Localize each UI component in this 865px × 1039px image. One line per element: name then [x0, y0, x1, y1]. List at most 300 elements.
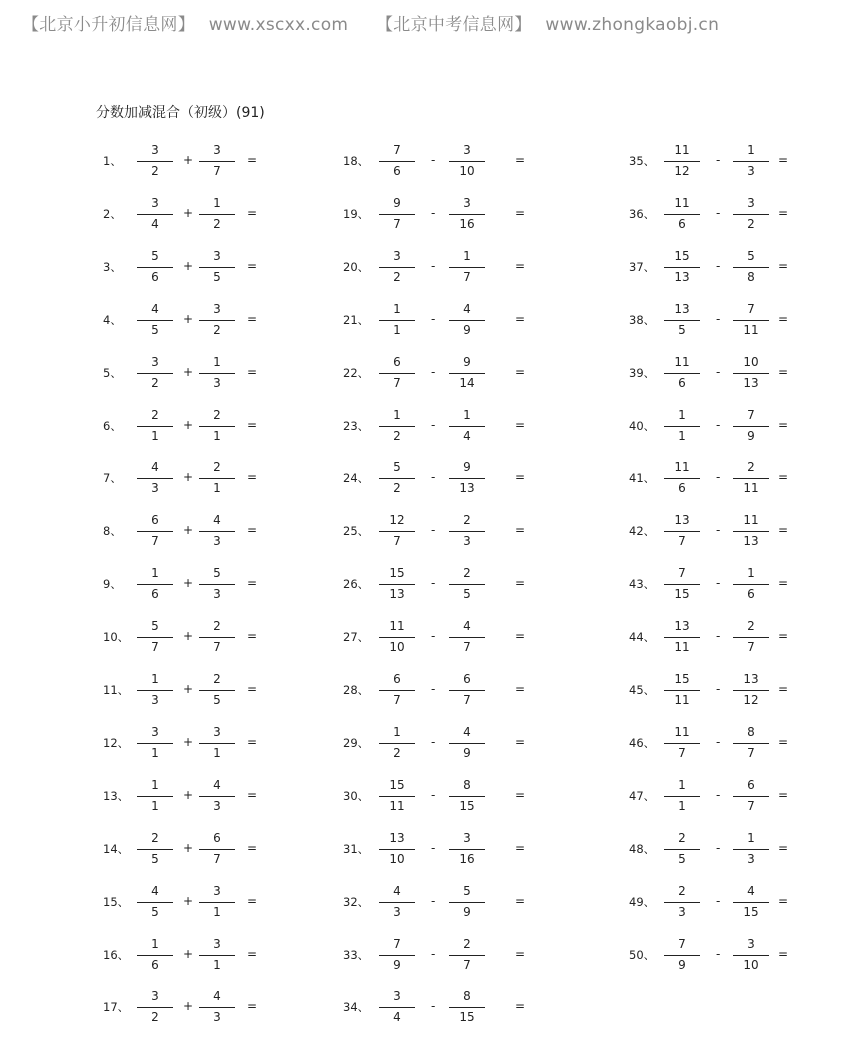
- fraction-bar: [733, 584, 769, 585]
- equals-sign: =: [778, 205, 789, 220]
- fraction-bar: [449, 214, 485, 215]
- fraction-bar: [137, 161, 173, 162]
- denominator: 2: [747, 216, 755, 231]
- operator: -: [716, 258, 721, 273]
- fraction-second: [449, 775, 485, 819]
- denominator: 1: [213, 428, 221, 443]
- denominator: 9: [747, 428, 755, 443]
- fraction-first: [664, 140, 700, 184]
- problem-number: 39、: [629, 365, 656, 380]
- operator: -: [716, 576, 721, 591]
- problem-number: 43、: [629, 577, 656, 592]
- numerator: 7: [747, 301, 755, 316]
- fraction-bar: [733, 796, 769, 797]
- operator: -: [431, 946, 436, 961]
- denominator: 5: [151, 851, 159, 866]
- fraction-bar: [733, 478, 769, 479]
- fraction-bar: [733, 955, 769, 956]
- problem-item: [629, 140, 809, 184]
- fraction-bar: [733, 161, 769, 162]
- problem-number: 32、: [343, 894, 370, 909]
- equals-sign: =: [247, 576, 258, 591]
- numerator: 15: [389, 566, 405, 581]
- operator: +: [183, 364, 194, 379]
- problem-item: [629, 457, 809, 501]
- problem-item: [343, 669, 526, 713]
- numerator: 9: [393, 195, 401, 210]
- denominator: 11: [674, 640, 690, 655]
- fraction-second: [449, 828, 485, 872]
- fraction-bar: [199, 955, 235, 956]
- numerator: 15: [389, 777, 405, 792]
- denominator: 7: [393, 534, 401, 549]
- fraction-bar: [664, 637, 700, 638]
- denominator: 1: [213, 745, 221, 760]
- problem-item: [343, 722, 526, 766]
- fraction-bar: [664, 373, 700, 374]
- operator: +: [183, 523, 194, 538]
- fraction-first: [664, 193, 700, 237]
- operator: -: [431, 364, 436, 379]
- problem-item: [103, 616, 283, 660]
- numerator: 2: [747, 460, 755, 475]
- operator: -: [431, 417, 436, 432]
- operator: -: [431, 153, 436, 167]
- operator: -: [431, 470, 436, 485]
- problem-number: 10、: [103, 630, 130, 645]
- fraction-second: [449, 616, 485, 660]
- fraction-first: [379, 352, 415, 396]
- numerator: 3: [463, 143, 471, 157]
- problem-item: [629, 881, 809, 925]
- fraction-bar: [379, 743, 415, 744]
- fraction-bar: [449, 267, 485, 268]
- fraction-second: [199, 881, 235, 925]
- fraction-first: [137, 669, 173, 713]
- operator: -: [431, 734, 436, 749]
- problem-item: [343, 881, 526, 925]
- site1-name: 【北京小升初信息网】: [22, 15, 195, 35]
- denominator: 2: [213, 322, 221, 337]
- denominator: 4: [151, 216, 159, 231]
- numerator: 3: [151, 195, 159, 210]
- fraction-bar: [449, 796, 485, 797]
- numerator: 11: [743, 513, 759, 528]
- equals-sign: =: [778, 311, 789, 326]
- numerator: 3: [463, 195, 471, 210]
- denominator: 3: [747, 164, 755, 178]
- fraction-first: [664, 934, 700, 978]
- fraction-bar: [664, 320, 700, 321]
- equals-sign: =: [515, 787, 526, 802]
- problem-number: 41、: [629, 471, 656, 486]
- equals-sign: =: [247, 205, 258, 220]
- fraction-bar: [449, 531, 485, 532]
- problem-number: 4、: [103, 312, 122, 327]
- fraction-second: [733, 352, 769, 396]
- equals-sign: =: [515, 893, 526, 908]
- equals-sign: =: [778, 470, 789, 485]
- operator: -: [716, 364, 721, 379]
- denominator: 1: [678, 798, 686, 813]
- worksheet-title: 分数加减混合（初级）(91): [96, 105, 265, 121]
- fraction-first: [137, 299, 173, 343]
- equals-sign: =: [515, 470, 526, 485]
- denominator: 6: [151, 269, 159, 284]
- operator: -: [716, 417, 721, 432]
- denominator: 10: [743, 957, 759, 972]
- fraction-second: [733, 616, 769, 660]
- fraction-bar: [199, 320, 235, 321]
- denominator: 7: [393, 216, 401, 231]
- numerator: 11: [674, 460, 690, 475]
- equals-sign: =: [515, 999, 526, 1014]
- denominator: 7: [213, 640, 221, 655]
- fraction-first: [379, 881, 415, 925]
- problem-number: 28、: [343, 683, 370, 697]
- numerator: 3: [213, 724, 221, 739]
- fraction-first: [379, 193, 415, 237]
- fraction-first: [137, 352, 173, 396]
- fraction-bar: [449, 426, 485, 427]
- numerator: 1: [151, 777, 159, 792]
- problem-number: 1、: [103, 154, 122, 168]
- operator: -: [431, 840, 436, 855]
- numerator: 1: [678, 407, 686, 422]
- equals-sign: =: [778, 682, 789, 696]
- problem-item: [103, 299, 283, 343]
- fraction-bar: [449, 902, 485, 903]
- denominator: 3: [213, 534, 221, 549]
- problem-item: [629, 616, 809, 660]
- problem-number: 8、: [103, 524, 122, 539]
- fraction-first: [379, 405, 415, 449]
- problem-number: 31、: [343, 841, 370, 856]
- fraction-bar: [137, 426, 173, 427]
- denominator: 7: [463, 693, 471, 707]
- fraction-second: [733, 934, 769, 978]
- numerator: 4: [463, 301, 471, 316]
- denominator: 1: [151, 798, 159, 813]
- fraction-second: [449, 299, 485, 343]
- problem-item: [343, 457, 526, 501]
- fraction-second: [199, 405, 235, 449]
- fraction-bar: [137, 320, 173, 321]
- operator: -: [716, 205, 721, 220]
- problem-item: [103, 140, 283, 184]
- fraction-first: [379, 775, 415, 819]
- fraction-first: [137, 775, 173, 819]
- denominator: 3: [213, 798, 221, 813]
- fraction-first: [137, 828, 173, 872]
- fraction-first: [379, 934, 415, 978]
- denominator: 3: [463, 534, 471, 549]
- operator: +: [183, 311, 194, 326]
- problem-number: 23、: [343, 418, 370, 433]
- denominator: 7: [747, 798, 755, 813]
- fraction-second: [449, 986, 485, 1030]
- fraction-second: [449, 934, 485, 978]
- denominator: 9: [463, 322, 471, 337]
- fraction-bar: [199, 690, 235, 691]
- fraction-bar: [379, 426, 415, 427]
- equals-sign: =: [515, 946, 526, 961]
- numerator: 6: [213, 830, 221, 845]
- equals-sign: =: [778, 734, 789, 749]
- numerator: 6: [151, 513, 159, 528]
- denominator: 9: [463, 745, 471, 760]
- operator: -: [431, 629, 436, 644]
- fraction-bar: [137, 796, 173, 797]
- fraction-bar: [664, 161, 700, 162]
- problem-item: [343, 193, 526, 237]
- denominator: 2: [151, 375, 159, 390]
- operator: -: [431, 311, 436, 326]
- site2-url[interactable]: www.zhongkaobj.cn: [545, 15, 720, 35]
- denominator: 4: [463, 428, 471, 443]
- fraction-first: [664, 457, 700, 501]
- fraction-first: [379, 246, 415, 290]
- problem-number: 45、: [629, 683, 656, 697]
- denominator: 7: [678, 534, 686, 549]
- denominator: 7: [463, 269, 471, 284]
- equals-sign: =: [247, 734, 258, 749]
- operator: -: [431, 787, 436, 802]
- equals-sign: =: [247, 629, 258, 644]
- denominator: 5: [463, 587, 471, 602]
- operator: +: [183, 153, 194, 167]
- numerator: 1: [213, 195, 221, 210]
- problem-item: [103, 669, 283, 713]
- denominator: 11: [674, 693, 690, 707]
- fraction-bar: [137, 478, 173, 479]
- numerator: 11: [674, 195, 690, 210]
- fraction-second: [733, 193, 769, 237]
- fraction-bar: [137, 955, 173, 956]
- equals-sign: =: [247, 523, 258, 538]
- fraction-bar: [664, 531, 700, 532]
- equals-sign: =: [247, 417, 258, 432]
- denominator: 13: [743, 534, 759, 549]
- equals-sign: =: [778, 787, 789, 802]
- fraction-bar: [199, 796, 235, 797]
- numerator: 11: [674, 724, 690, 739]
- numerator: 3: [213, 936, 221, 951]
- problem-item: [343, 616, 526, 660]
- numerator: 6: [393, 354, 401, 369]
- fraction-bar: [379, 690, 415, 691]
- fraction-bar: [449, 1007, 485, 1008]
- problem-item: [103, 722, 283, 766]
- problem-item: [103, 934, 283, 978]
- fraction-first: [137, 881, 173, 925]
- denominator: 7: [213, 164, 221, 178]
- numerator: 3: [747, 195, 755, 210]
- fraction-second: [449, 563, 485, 607]
- denominator: 2: [213, 216, 221, 231]
- denominator: 2: [393, 428, 401, 443]
- numerator: 15: [674, 672, 690, 686]
- numerator: 8: [463, 989, 471, 1004]
- denominator: 5: [213, 693, 221, 707]
- denominator: 11: [743, 322, 759, 337]
- equals-sign: =: [247, 787, 258, 802]
- denominator: 9: [678, 957, 686, 972]
- operator: +: [183, 576, 194, 591]
- fraction-second: [449, 510, 485, 554]
- fraction-first: [379, 986, 415, 1030]
- operator: -: [431, 258, 436, 273]
- fraction-first: [664, 669, 700, 713]
- problem-number: 27、: [343, 630, 370, 645]
- fraction-bar: [664, 214, 700, 215]
- fraction-bar: [733, 531, 769, 532]
- problem-number: 2、: [103, 206, 122, 221]
- problem-number: 36、: [629, 206, 656, 221]
- fraction-first: [664, 616, 700, 660]
- numerator: 11: [674, 354, 690, 369]
- fraction-bar: [137, 1007, 173, 1008]
- denominator: 6: [151, 587, 159, 602]
- numerator: 1: [747, 566, 755, 581]
- numerator: 4: [213, 777, 221, 792]
- numerator: 5: [393, 460, 401, 475]
- denominator: 5: [678, 322, 686, 337]
- problem-number: 46、: [629, 735, 656, 750]
- numerator: 6: [747, 777, 755, 792]
- fraction-second: [199, 563, 235, 607]
- problem-number: 16、: [103, 947, 130, 962]
- fraction-second: [733, 246, 769, 290]
- operator: +: [183, 205, 194, 220]
- denominator: 7: [463, 640, 471, 655]
- denominator: 2: [151, 164, 159, 178]
- numerator: 6: [463, 672, 471, 686]
- fraction-second: [733, 405, 769, 449]
- equals-sign: =: [247, 946, 258, 961]
- problem-number: 49、: [629, 894, 656, 909]
- operator: -: [716, 682, 721, 696]
- equals-sign: =: [515, 153, 526, 167]
- equals-sign: =: [515, 258, 526, 273]
- fraction-bar: [733, 902, 769, 903]
- fraction-second: [199, 828, 235, 872]
- problem-number: 7、: [103, 471, 122, 486]
- fraction-bar: [733, 743, 769, 744]
- denominator: 15: [459, 798, 475, 813]
- equals-sign: =: [515, 523, 526, 538]
- equals-sign: =: [515, 682, 526, 696]
- problem-item: [103, 563, 283, 607]
- problem-item: [103, 405, 283, 449]
- fraction-bar: [733, 637, 769, 638]
- fraction-second: [733, 722, 769, 766]
- fraction-bar: [199, 373, 235, 374]
- fraction-second: [449, 246, 485, 290]
- problem-item: [343, 352, 526, 396]
- fraction-second: [733, 457, 769, 501]
- denominator: 15: [674, 587, 690, 602]
- numerator: 3: [213, 143, 221, 157]
- denominator: 11: [389, 798, 405, 813]
- denominator: 1: [213, 957, 221, 972]
- fraction-bar: [379, 584, 415, 585]
- fraction-first: [379, 563, 415, 607]
- numerator: 4: [151, 301, 159, 316]
- fraction-bar: [733, 267, 769, 268]
- numerator: 1: [463, 407, 471, 422]
- site1-url[interactable]: www.xscxx.com: [208, 15, 349, 35]
- fraction-first: [379, 457, 415, 501]
- fraction-bar: [199, 1007, 235, 1008]
- problem-number: 44、: [629, 630, 656, 645]
- fraction-second: [199, 722, 235, 766]
- operator: -: [716, 840, 721, 855]
- denominator: 13: [743, 375, 759, 390]
- problem-number: 30、: [343, 788, 370, 803]
- numerator: 5: [213, 566, 221, 581]
- problem-number: 6、: [103, 418, 122, 433]
- operator: -: [431, 893, 436, 908]
- numerator: 1: [747, 143, 755, 157]
- numerator: 4: [463, 724, 471, 739]
- operator: +: [183, 682, 194, 696]
- denominator: 16: [459, 216, 475, 231]
- operator: +: [183, 840, 194, 855]
- numerator: 2: [463, 513, 471, 528]
- fraction-bar: [733, 849, 769, 850]
- problem-number: 18、: [343, 154, 370, 168]
- fraction-bar: [137, 690, 173, 691]
- problem-item: [629, 352, 809, 396]
- equals-sign: =: [247, 893, 258, 908]
- fraction-first: [137, 246, 173, 290]
- numerator: 11: [674, 143, 690, 157]
- fraction-bar: [379, 531, 415, 532]
- operator: -: [431, 682, 436, 696]
- problem-number: 12、: [103, 735, 130, 750]
- denominator: 7: [151, 640, 159, 655]
- fraction-first: [379, 510, 415, 554]
- operator: -: [716, 311, 721, 326]
- problem-number: 5、: [103, 365, 122, 380]
- fraction-bar: [137, 637, 173, 638]
- fraction-first: [137, 563, 173, 607]
- problem-item: [103, 828, 283, 872]
- denominator: 1: [678, 428, 686, 443]
- problem-number: 37、: [629, 259, 656, 274]
- fraction-bar: [379, 955, 415, 956]
- numerator: 4: [463, 619, 471, 634]
- fraction-bar: [379, 373, 415, 374]
- problem-item: [343, 405, 526, 449]
- equals-sign: =: [515, 734, 526, 749]
- numerator: 3: [393, 248, 401, 263]
- problem-number: 47、: [629, 788, 656, 803]
- fraction-bar: [379, 161, 415, 162]
- operator: -: [716, 787, 721, 802]
- numerator: 2: [678, 883, 686, 898]
- numerator: 3: [747, 936, 755, 951]
- numerator: 13: [674, 301, 690, 316]
- numerator: 2: [678, 830, 686, 845]
- fraction-bar: [733, 426, 769, 427]
- operator: -: [431, 523, 436, 538]
- denominator: 6: [678, 481, 686, 496]
- fraction-second: [733, 669, 769, 713]
- numerator: 1: [747, 830, 755, 845]
- fraction-bar: [664, 478, 700, 479]
